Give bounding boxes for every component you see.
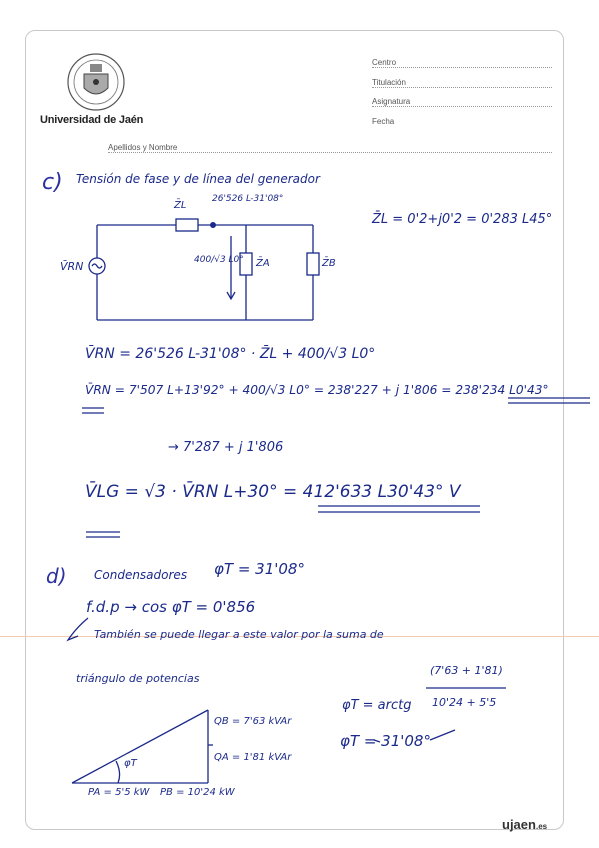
equation-2: V̄RN = 7'507 L+13'92° + 400/√3 L0° = 238'227 + j 1'806 = 238'234 L0'43°	[85, 383, 549, 397]
note-line-1: También se puede llegar a este valor por la suma de	[94, 628, 384, 641]
zb-label: Z̄B	[322, 258, 336, 269]
field-asignatura: Asignatura	[372, 97, 410, 106]
ujaen-logo: ujaen.es	[502, 817, 548, 832]
field-titulacion: Titulación	[372, 78, 406, 87]
field-apellidos: Apellidos y Nombre	[108, 143, 178, 152]
qa-label: QA = 1'81 kVAr	[214, 752, 292, 763]
triangle-angle-label: φT	[124, 758, 137, 769]
arctg-denominator: 10'24 + 5'5	[432, 696, 497, 709]
current-label: 26'526 L-31'08°	[212, 194, 284, 204]
section-c-title: Tensión de fase y de línea del generador	[76, 172, 320, 186]
arctg-numerator: (7'63 + 1'81)	[430, 664, 503, 677]
zl-label: Z̄L	[174, 200, 187, 211]
final-result: φT = 31'08°	[340, 732, 431, 750]
section-d-title: Condensadores	[94, 568, 188, 582]
university-name: Universidad de Jaén	[40, 114, 144, 126]
za-label: Z̄A	[256, 258, 270, 269]
field-fecha: Fecha	[372, 117, 395, 126]
source-label: V̄RN	[60, 260, 84, 273]
pb-label: PB = 10'24 kW	[160, 787, 235, 798]
phase-voltage-label: 400/√3 L0°	[194, 255, 244, 265]
equation-3: V̄LG = √3 · V̄RN L+30° = 412'633 L30'43° V	[85, 482, 461, 502]
power-factor: f.d.p → cos φT = 0'856	[86, 598, 256, 616]
equation-1: V̄RN = 26'526 L-31'08° · Z̄L + 400/√3 L0°	[85, 346, 376, 362]
field-centro: Centro	[372, 58, 396, 67]
section-d-letter: d)	[46, 564, 67, 588]
zl-equation: Z̄L = 0'2+j0'2 = 0'283 L45°	[372, 212, 553, 227]
note-line-2: triángulo de potencias	[76, 672, 200, 685]
equation-2-sub: → 7'287 + j 1'806	[168, 440, 284, 455]
arctg-lhs: φT = arctg	[342, 698, 412, 713]
qb-label: QB = 7'63 kVAr	[214, 716, 292, 727]
section-c-letter: c)	[42, 170, 63, 195]
pa-label: PA = 5'5 kW	[88, 787, 150, 798]
phi-value: φT = 31'08°	[214, 560, 305, 578]
